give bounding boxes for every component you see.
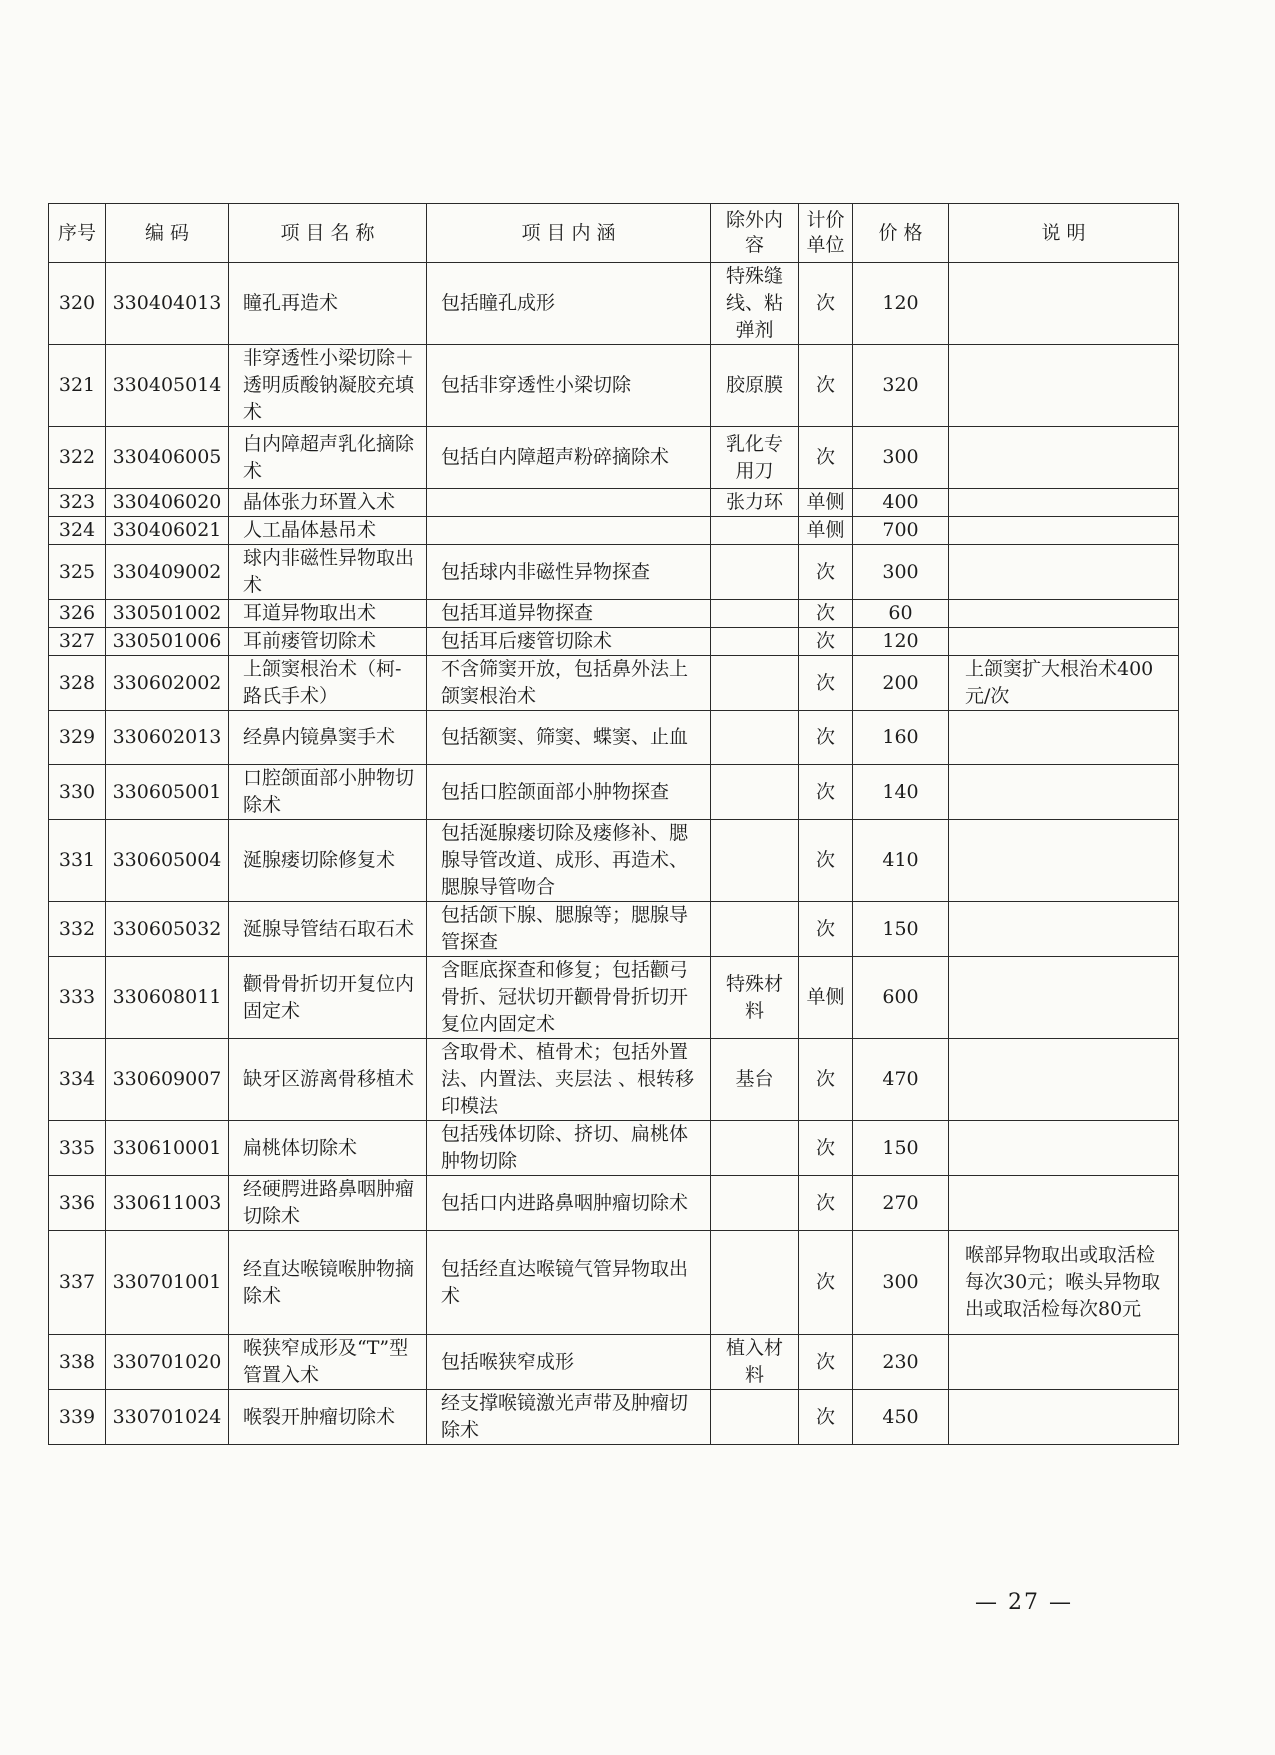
cell-unit: 次	[799, 1121, 853, 1176]
cell-content: 包括白内障超声粉碎摘除术	[427, 427, 711, 489]
cell-code: 330501006	[106, 628, 229, 656]
cell-price: 400	[853, 489, 949, 517]
table-row	[49, 427, 1179, 489]
cell-seq: 323	[49, 489, 106, 517]
header-unit: 计价单位	[799, 204, 853, 263]
cell-price: 270	[853, 1176, 949, 1231]
cell-unit: 单侧	[799, 489, 853, 517]
cell-code: 330602002	[106, 656, 229, 711]
cell-unit: 次	[799, 765, 853, 820]
cell-unit: 次	[799, 628, 853, 656]
cell-code: 330701020	[106, 1335, 229, 1390]
table-row	[49, 489, 1179, 517]
header-content: 项 目 内 涵	[427, 204, 711, 263]
cell-unit: 次	[799, 656, 853, 711]
cell-name: 涎腺瘘切除修复术	[229, 820, 427, 902]
cell-name: 上颌窦根治术（柯-路氏手术）	[229, 656, 427, 711]
cell-content: 包括球内非磁性异物探查	[427, 545, 711, 600]
cell-seq: 338	[49, 1335, 106, 1390]
table-header-row	[49, 204, 1179, 263]
cell-code: 330605032	[106, 902, 229, 957]
cell-excluded: 植入材料	[711, 1335, 799, 1390]
cell-note	[949, 765, 1179, 820]
cell-price: 60	[853, 600, 949, 628]
table-row	[49, 345, 1179, 427]
cell-excluded: 基台	[711, 1039, 799, 1121]
cell-note	[949, 902, 1179, 957]
cell-code: 330602013	[106, 711, 229, 765]
cell-note	[949, 711, 1179, 765]
cell-price: 300	[853, 545, 949, 600]
cell-excluded	[711, 545, 799, 600]
header-excluded: 除外内容	[711, 204, 799, 263]
cell-code: 330406005	[106, 427, 229, 489]
cell-seq: 325	[49, 545, 106, 600]
cell-note	[949, 427, 1179, 489]
cell-unit: 次	[799, 711, 853, 765]
cell-name: 颧骨骨折切开复位内固定术	[229, 957, 427, 1039]
cell-seq: 336	[49, 1176, 106, 1231]
cell-seq: 330	[49, 765, 106, 820]
cell-name: 晶体张力环置入术	[229, 489, 427, 517]
cell-excluded: 乳化专用刀	[711, 427, 799, 489]
cell-excluded	[711, 1121, 799, 1176]
cell-seq: 337	[49, 1231, 106, 1335]
cell-excluded	[711, 902, 799, 957]
cell-excluded: 特殊材料	[711, 957, 799, 1039]
cell-content: 包括口内进路鼻咽肿瘤切除术	[427, 1176, 711, 1231]
page-number: — 27 —	[975, 1590, 1073, 1615]
table-row	[49, 517, 1179, 545]
cell-name: 涎腺导管结石取石术	[229, 902, 427, 957]
cell-content: 含眶底探查和修复；包括颧弓骨折、冠状切开颧骨骨折切开复位内固定术	[427, 957, 711, 1039]
cell-code: 330609007	[106, 1039, 229, 1121]
table-row	[49, 711, 1179, 765]
cell-note: 上颌窦扩大根治术400元/次	[949, 656, 1179, 711]
cell-price: 120	[853, 263, 949, 345]
cell-unit: 次	[799, 345, 853, 427]
cell-seq: 320	[49, 263, 106, 345]
cell-code: 330605004	[106, 820, 229, 902]
table-row	[49, 902, 1179, 957]
cell-unit: 次	[799, 820, 853, 902]
cell-name: 耳前瘘管切除术	[229, 628, 427, 656]
table-row	[49, 600, 1179, 628]
cell-note	[949, 1390, 1179, 1445]
cell-name: 经直达喉镜喉肿物摘除术	[229, 1231, 427, 1335]
cell-excluded: 张力环	[711, 489, 799, 517]
cell-price: 410	[853, 820, 949, 902]
cell-code: 330501002	[106, 600, 229, 628]
cell-excluded	[711, 765, 799, 820]
header-note: 说 明	[949, 204, 1179, 263]
cell-excluded	[711, 517, 799, 545]
cell-price: 160	[853, 711, 949, 765]
cell-note: 喉部异物取出或取活检每次30元；喉头异物取出或取活检每次80元	[949, 1231, 1179, 1335]
cell-content: 包括瞳孔成形	[427, 263, 711, 345]
cell-name: 经硬腭进路鼻咽肿瘤切除术	[229, 1176, 427, 1231]
cell-code: 330405014	[106, 345, 229, 427]
cell-excluded	[711, 656, 799, 711]
cell-price: 200	[853, 656, 949, 711]
cell-code: 330608011	[106, 957, 229, 1039]
cell-unit: 次	[799, 1335, 853, 1390]
cell-price: 140	[853, 765, 949, 820]
header-name: 项 目 名 称	[229, 204, 427, 263]
cell-unit: 次	[799, 427, 853, 489]
cell-seq: 327	[49, 628, 106, 656]
table-row	[49, 765, 1179, 820]
cell-name: 白内障超声乳化摘除术	[229, 427, 427, 489]
cell-seq: 335	[49, 1121, 106, 1176]
cell-seq: 333	[49, 957, 106, 1039]
cell-note	[949, 957, 1179, 1039]
cell-note	[949, 820, 1179, 902]
table-row	[49, 1231, 1179, 1335]
table-body	[49, 263, 1179, 1445]
table-row	[49, 628, 1179, 656]
cell-note	[949, 1039, 1179, 1121]
table-row	[49, 957, 1179, 1039]
cell-note	[949, 628, 1179, 656]
cell-excluded	[711, 600, 799, 628]
cell-price: 120	[853, 628, 949, 656]
cell-name: 喉裂开肿瘤切除术	[229, 1390, 427, 1445]
cell-seq: 321	[49, 345, 106, 427]
cell-note	[949, 345, 1179, 427]
header-price: 价 格	[853, 204, 949, 263]
cell-name: 经鼻内镜鼻窦手术	[229, 711, 427, 765]
cell-content	[427, 517, 711, 545]
table-row	[49, 1039, 1179, 1121]
cell-unit: 次	[799, 1231, 853, 1335]
cell-code: 330404013	[106, 263, 229, 345]
cell-content: 包括非穿透性小梁切除	[427, 345, 711, 427]
cell-content: 包括经直达喉镜气管异物取出术	[427, 1231, 711, 1335]
cell-content: 包括口腔颌面部小肿物探查	[427, 765, 711, 820]
cell-note	[949, 600, 1179, 628]
table-row	[49, 656, 1179, 711]
cell-content: 包括额窦、筛窦、蝶窦、止血	[427, 711, 711, 765]
table-row	[49, 820, 1179, 902]
cell-seq: 328	[49, 656, 106, 711]
cell-code: 330406021	[106, 517, 229, 545]
table-row	[49, 1335, 1179, 1390]
header-code: 编 码	[106, 204, 229, 263]
cell-content: 包括颌下腺、腮腺等；腮腺导管探查	[427, 902, 711, 957]
cell-code: 330701024	[106, 1390, 229, 1445]
cell-price: 300	[853, 427, 949, 489]
cell-content: 包括涎腺瘘切除及瘘修补、腮腺导管改道、成形、再造术、腮腺导管吻合	[427, 820, 711, 902]
cell-name: 喉狭窄成形及“T”型管置入术	[229, 1335, 427, 1390]
cell-note	[949, 263, 1179, 345]
cell-unit: 次	[799, 545, 853, 600]
cell-price: 230	[853, 1335, 949, 1390]
cell-price: 320	[853, 345, 949, 427]
cell-note	[949, 1335, 1179, 1390]
cell-code: 330406020	[106, 489, 229, 517]
cell-seq: 322	[49, 427, 106, 489]
table-row	[49, 263, 1179, 345]
cell-unit: 次	[799, 600, 853, 628]
cell-code: 330701001	[106, 1231, 229, 1335]
cell-excluded: 特殊缝线、粘弹剂	[711, 263, 799, 345]
cell-unit: 次	[799, 1390, 853, 1445]
cell-price: 300	[853, 1231, 949, 1335]
cell-seq: 326	[49, 600, 106, 628]
cell-content: 含取骨术、植骨术；包括外置法、内置法、夹层法 、根转移印模法	[427, 1039, 711, 1121]
cell-content: 包括喉狭窄成形	[427, 1335, 711, 1390]
cell-price: 150	[853, 902, 949, 957]
cell-name: 球内非磁性异物取出术	[229, 545, 427, 600]
cell-name: 耳道异物取出术	[229, 600, 427, 628]
cell-code: 330605001	[106, 765, 229, 820]
cell-seq: 324	[49, 517, 106, 545]
cell-content	[427, 489, 711, 517]
cell-seq: 332	[49, 902, 106, 957]
cell-price: 600	[853, 957, 949, 1039]
table-row	[49, 545, 1179, 600]
cell-note	[949, 545, 1179, 600]
cell-unit: 次	[799, 902, 853, 957]
cell-note	[949, 1121, 1179, 1176]
cell-name: 口腔颌面部小肿物切除术	[229, 765, 427, 820]
cell-note	[949, 1176, 1179, 1231]
cell-seq: 331	[49, 820, 106, 902]
cell-excluded	[711, 628, 799, 656]
cell-excluded: 胶原膜	[711, 345, 799, 427]
cell-excluded	[711, 1176, 799, 1231]
cell-seq: 329	[49, 711, 106, 765]
cell-content: 经支撑喉镜激光声带及肿瘤切除术	[427, 1390, 711, 1445]
cell-name: 缺牙区游离骨移植术	[229, 1039, 427, 1121]
cell-name: 人工晶体悬吊术	[229, 517, 427, 545]
cell-note	[949, 517, 1179, 545]
cell-excluded	[711, 1231, 799, 1335]
cell-code: 330610001	[106, 1121, 229, 1176]
cell-price: 150	[853, 1121, 949, 1176]
table-row	[49, 1390, 1179, 1445]
cell-name: 非穿透性小梁切除＋透明质酸钠凝胶充填术	[229, 345, 427, 427]
price-table	[48, 203, 1179, 1445]
cell-code: 330409002	[106, 545, 229, 600]
table-row	[49, 1176, 1179, 1231]
cell-note	[949, 489, 1179, 517]
cell-excluded	[711, 711, 799, 765]
cell-excluded	[711, 1390, 799, 1445]
cell-content: 包括残体切除、挤切、扁桃体肿物切除	[427, 1121, 711, 1176]
cell-code: 330611003	[106, 1176, 229, 1231]
cell-excluded	[711, 820, 799, 902]
cell-unit: 单侧	[799, 957, 853, 1039]
cell-seq: 339	[49, 1390, 106, 1445]
cell-content: 不含筛窦开放，包括鼻外法上颌窦根治术	[427, 656, 711, 711]
table-row	[49, 1121, 1179, 1176]
cell-price: 700	[853, 517, 949, 545]
cell-content: 包括耳道异物探查	[427, 600, 711, 628]
cell-name: 瞳孔再造术	[229, 263, 427, 345]
cell-price: 450	[853, 1390, 949, 1445]
cell-seq: 334	[49, 1039, 106, 1121]
cell-price: 470	[853, 1039, 949, 1121]
header-seq: 序号	[49, 204, 106, 263]
cell-unit: 次	[799, 1176, 853, 1231]
cell-unit: 次	[799, 263, 853, 345]
cell-name: 扁桃体切除术	[229, 1121, 427, 1176]
cell-unit: 单侧	[799, 517, 853, 545]
cell-content: 包括耳后瘘管切除术	[427, 628, 711, 656]
cell-unit: 次	[799, 1039, 853, 1121]
